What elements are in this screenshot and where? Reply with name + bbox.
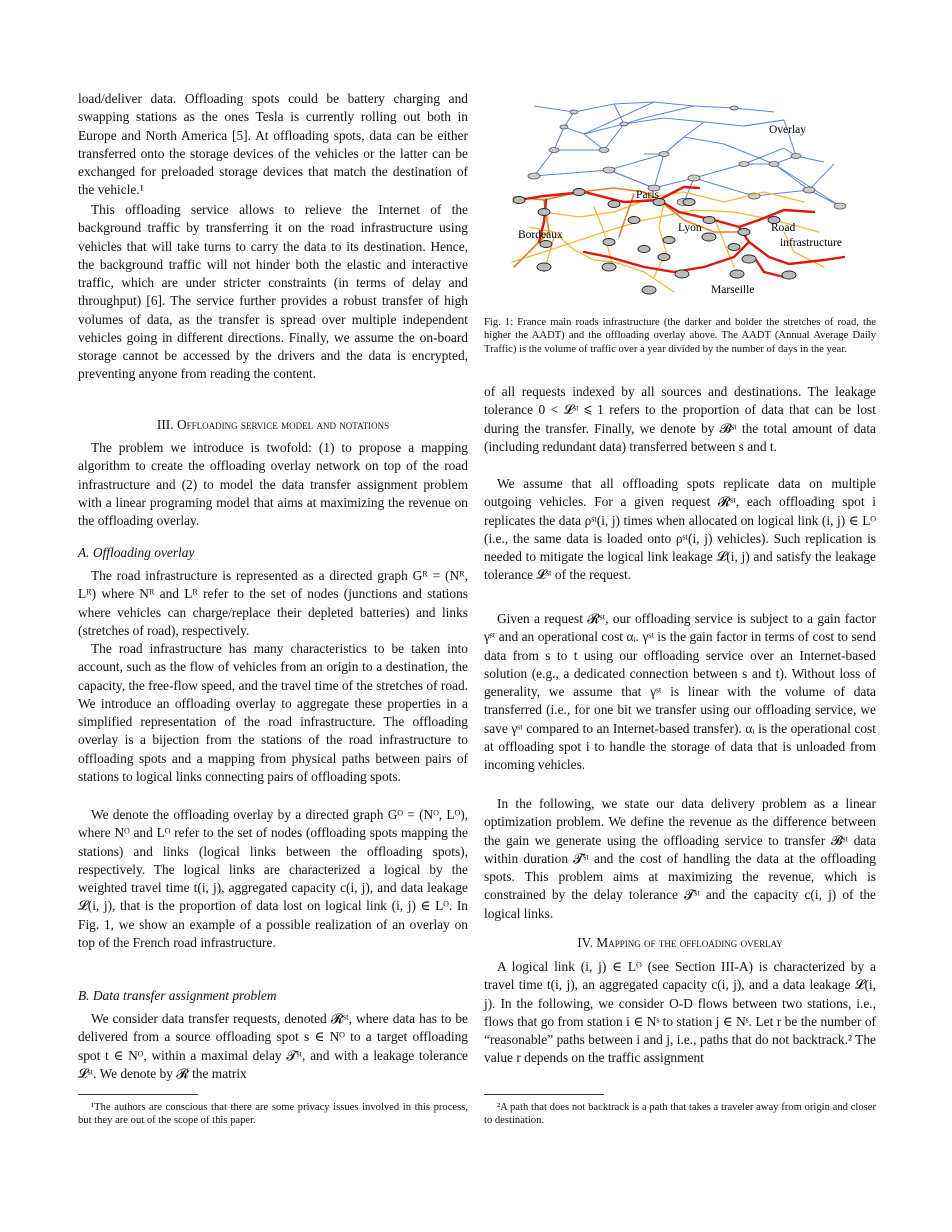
paragraph: We denote the offloading overlay by a directed graph Gᴼ = (Nᴼ, Lᴼ), where Nᴼ and Lᴼ refer to the set of nodes (offloading spots mapping the stations) and links (logical links between the offloading spots), respectively. The logical links are characterized a logical by the weighted travel time t(i, j), aggregated capacity c(i, j), and data leakage 𝓛(i, j), that is the proportion of data lost on logical link (i, j) ∈ Lᴼ. In Fig. 1, we show an example of a possible realization of an overlay on top of the French road infrastructure.	[78, 807, 468, 950]
figure-1	[484, 92, 876, 302]
bordeaux-label: Bordeaux	[518, 229, 563, 241]
paragraph: A logical link (i, j) ∈ Lᴼ (see Section III-A) is characterized by a travel time t(i, j), an aggregated capacity c(i, j), and a data leakage 𝓛(i, j). In the following, we consider O-D flows between two stations, i.e., flows that go from station i ∈ Nˢ to station j ∈ Nˢ. Let r be the number of “reasonable” paths between i and j, i.e., paths that do not backtrack.² The value r depends on the traffic assignment	[484, 959, 876, 1066]
paragraph: This offloading service allows to relieve the Internet of the background traffic by transferring it on the road infrastructure using vehicles that will take turns to carry the data to its destination. Hence, the background traffic will not hinder both the elastic and interactive traffic, which are under stricter constraints (in terms of delay and throughput) [6]. The service further provides a robust transfer of high volumes of data, as the transfer is spread over multiple independent vehicles going in different directions. Finally, we assume the on-board storage cannot be accessed by the drivers and the data is encrypted, preventing anyone from reading the content.	[78, 202, 468, 382]
paragraph: load/deliver data. Offloading spots could be battery charging and swapping stations as the ones Tesla is currently rolling out both in Europe and North America [5]. At offloading spots, data can be either transferred onto the storage devices of the vehicles or the latter can be exchanged for preloaded storage devices that match the destination of the vehicle.¹	[78, 91, 468, 198]
paragraph: We consider data transfer requests, denoted 𝓡ˢᵗ, where data has to be delivered from a source offloading spot s ∈ Nᴼ to a target offloading spot t ∈ Nᴼ, within a maximal delay 𝓣ˢᵗ, and with a leakage tolerance 𝓛ˢᵗ. We denote by 𝓡 the matrix	[78, 1011, 468, 1081]
paragraph: Given a request 𝓡ˢᵗ, our offloading service is subject to a gain factor γˢᵗ and an operational cost αᵢ. γˢᵗ is the gain factor in terms of cost to send data from s to t using our offloading service over an Internet-based solution (e.g., a dedicated connection between s and t). Without loss of generality, we assume that γˢᵗ is linear with the volume of data transferred (i.e., for one bit we transfer using our offloading service, we save γˢᵗ compared to an Internet-based transfer). αᵢ is the operational cost at offloading spot i to handle the storage of data that is unloaded from incoming vehicles.	[484, 611, 876, 772]
footnote: ²A path that does not backtrack is a path that takes a traveler away from origin and closer to destination.	[484, 1102, 876, 1127]
figure-caption: Fig. 1: France main roads infrastructure (the darker and bolder the stretches of road, the higher the AADT) and the offloading overlay above. The AADT (Annual Average Daily Traffic) is the volume of traffic over a year divided by the number of days in the year.	[484, 317, 876, 355]
marseille-label: Marseille	[711, 284, 755, 296]
paragraph: The problem we introduce is twofold: (1) to propose a mapping algorithm to create the offloading overlay network on top of the road infrastructure and (2) to model the data transfer assignment problem with a linear programing model that aims at maximizing the revenue on the offloading overlay.	[78, 440, 468, 528]
road-label: Road	[771, 222, 796, 234]
france-roads-overlay-figure	[484, 92, 876, 302]
paragraph: In the following, we state our data delivery problem as a linear optimization problem. We define the revenue as the difference between the gain we generate using the offloading service to transfer 𝓑ˢᵗ data within duration 𝓣ˢᵗ and the cost of handling the data at the offloading spots. This problem aims at maximizing the revenue, which is constrained by the delay tolerance 𝓣ˢᵗ and the capacity c(i, j) of the logical links.	[484, 796, 876, 921]
paragraph: We assume that all offloading spots replicate data on multiple outgoing vehicles. For a given request 𝓡ˢᵗ, each offloading spot i replicates the data ρˢᵗ(i, j) times when allocated on logical link (i, j) ∈ Lᴼ (i.e., the same data is loaded onto ρˢᵗ(i, j) vehicles). Such replication is needed to mitigate the logical link leakage 𝓛(i, j) and satisfy the leakage tolerance 𝓛ˢᵗ of the request.	[484, 476, 876, 583]
footnote: ¹The authors are conscious that there are some privacy issues involved in this process, but they are out of the scope of this paper.	[78, 1102, 468, 1127]
road-stations	[513, 189, 796, 295]
footnote-rule	[484, 1094, 604, 1095]
paragraph: of all requests indexed by all sources and destinations. The leakage tolerance 0 < 𝓛ˢᵗ ⩽ 1 refers to the proportion of data that can be lost during the transfer. Finally, we denote by 𝓑ˢᵗ the total amount of data (including redundant data) transferred between s and t.	[484, 384, 876, 454]
section-heading: IV. Mapping of the offloading overlay	[577, 935, 783, 950]
subsection-heading: B. Data transfer assignment problem	[78, 988, 277, 1003]
paris-label: Paris	[636, 189, 659, 201]
overlay-label: Overlay	[769, 124, 807, 136]
paragraph: The road infrastructure has many characteristics to be taken into account, such as the flow of vehicles from an origin to a destination, the capacity, the free-flow speed, and the travel time of the stretches of road. We introduce an offloading overlay to aggregate these properties in a simplified representation of the road infrastructure. The offloading overlay is a bijection from the stations of the road infrastructure to offloading spots and a mapping from physical paths between pairs of stations to logical links connecting pairs of offloading spots.	[78, 641, 468, 784]
section-heading: III. Offloading service model and notations	[156, 417, 390, 432]
infrastructure-label: infrastructure	[780, 237, 842, 249]
subsection-heading: A. Offloading overlay	[78, 545, 195, 560]
footnote-rule	[78, 1094, 198, 1095]
paragraph: The road infrastructure is represented as a directed graph Gᴿ = (Nᴿ, Lᴿ) where Nᴿ and Lᴿ refer to the set of nodes (junctions and stations where vehicles can charge/replace their depleted batteries) and links (stretches of road), respectively.	[78, 568, 468, 638]
lyon-label: Lyon	[678, 222, 702, 234]
